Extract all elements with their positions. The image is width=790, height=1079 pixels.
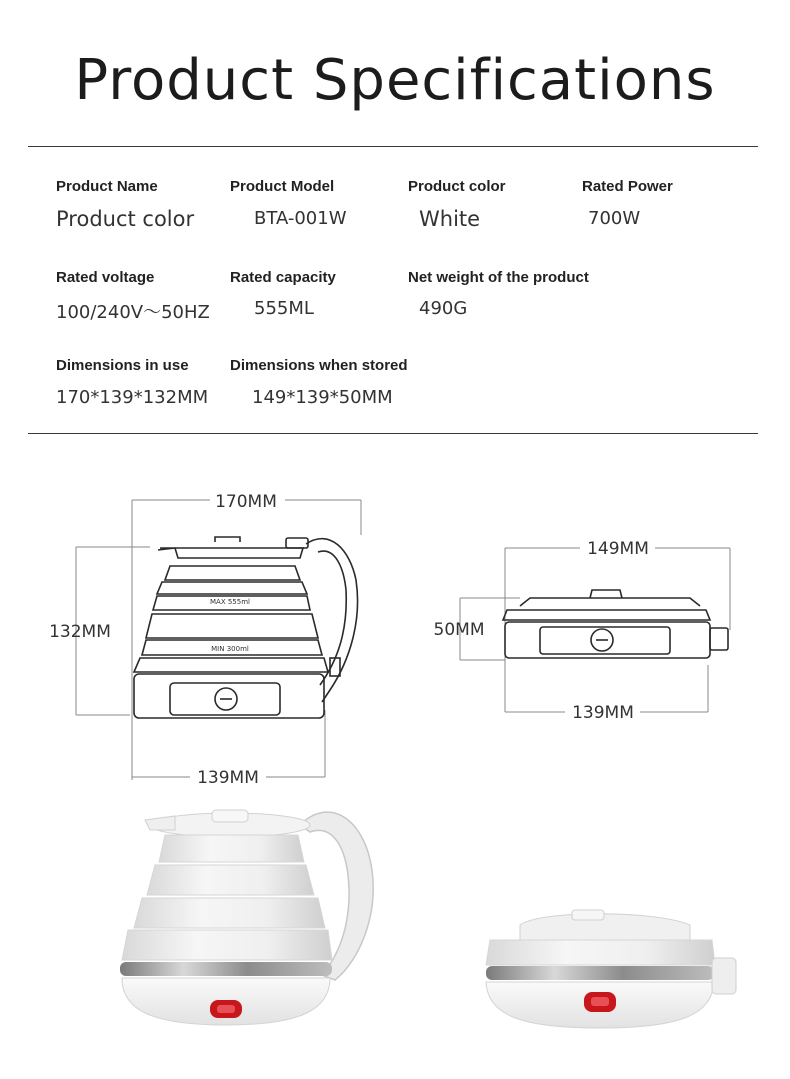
value-rated-capacity: 555ML [254,298,314,319]
label-product-model: Product Model [230,178,335,195]
top-divider [28,146,758,147]
max-mark-label: MAX 555ml [210,598,250,606]
min-mark-label: MIN 300ml [211,645,249,653]
label-net-weight: Net weight of the product [408,269,589,286]
value-product-model: BTA-001W [254,208,347,229]
value-product-name: Product color [56,207,195,231]
use-width-label: 170MM [215,492,277,512]
stored-height-label: 50MM [433,620,485,640]
label-rated-capacity: Rated capacity [230,269,336,286]
value-net-weight: 490G [419,298,468,319]
label-dims-stored: Dimensions when stored [230,357,408,374]
dimension-diagram [0,470,790,1079]
stored-depth-label: 139MM [572,703,634,723]
kettle-folded-photo [486,910,736,1028]
label-product-name: Product Name [56,178,158,195]
value-rated-voltage: 100/240V～50HZ [56,302,210,323]
stored-width-label: 149MM [587,539,649,559]
value-rated-power: 700W [588,208,641,229]
kettle-expanded-photo [120,810,373,1025]
kettle-in-use-drawing [76,500,361,780]
label-product-color: Product color [408,178,506,195]
bottom-divider [28,433,758,434]
use-depth-label: 139MM [197,768,259,788]
label-rated-voltage: Rated voltage [56,269,155,286]
value-dims-in-use: 170*139*132MM [56,387,209,408]
label-dims-in-use: Dimensions in use [56,357,189,374]
value-product-color: White [419,207,481,231]
value-dims-stored: 149*139*50MM [252,387,393,408]
page-title: Product Specifications [74,48,716,113]
label-rated-power: Rated Power [582,178,673,195]
kettle-stored-drawing [460,548,730,712]
use-height-label: 132MM [49,622,111,642]
